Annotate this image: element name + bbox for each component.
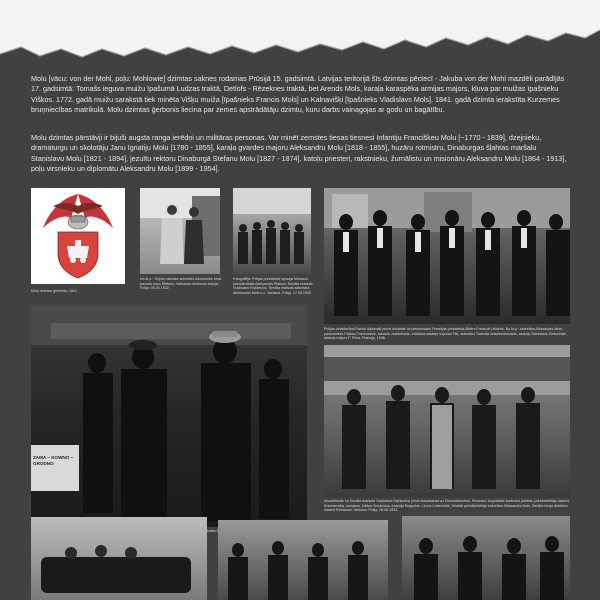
photo-president-1932-caption: Fotogrāfijā: Polijas prezidents sprauja Moscicki, prezidentālās Aleksandrs Piatovs, Senāta maršals Vladislavs Račkevičs, Senāta maršala sekretārs Aleksandrs Mols u.c. Varšava. Polija, 17.09.1932. — [233, 277, 313, 295]
photo-senate-farewell-1933 — [324, 345, 570, 497]
photo-station-1932 — [140, 188, 220, 274]
photo-station-platform-1936-caption: deputāta — [201, 529, 216, 533]
photo-station-platform-1936 — [31, 305, 307, 527]
intro-paragraph: Molu [vācu: von der Mohl, poļu: Mohlowie] dzimtas saknes rodamas Prūsijā 15. gadsimtā. Latvijas teritorijā šīs dzimtas pēctecī - Jakuba von der Mohl mazdēli parādījās 17. gadsimtā: Tomašs ieguva muižu īpašumā Ludzas traktā, Detlofs - Rēzeknes traktā, bet Arends Mols, karaļa karaspēka armijas majors, kļuva par muižas īpašnieku Višķos. 1772. gadā muižu sarakstā tiek minēta Višķu muiža [īpašnieks Francis Mols] un Kalnavišķi [īpašnieks Vladislavs Mols]. 1841. gadā dzimta ierakstīta Kurzemes bruņniecības matrikulā. Molu dzimtas ģerbonis liecina par zemes apstrādātāju dzimtu, kuru darbs vainagojas ar godu un bagātību. — [31, 74, 565, 115]
photo-paris-embassy-1936 — [324, 188, 570, 324]
coat-of-arms-image — [31, 188, 125, 284]
station-sign: ZAMA – KOWNO – GRODNO — [33, 455, 74, 466]
photo-station-1932-caption: No kr.p.: Sejma marsala sekretārs Aleksandrs Mols pavada Ivaru Štēbelu, Varšavas dzelzceļa stacija. Polija, 05.09.1932. — [140, 277, 222, 291]
coat-of-arms-caption: Molu dzimtas ģerbonis, 1841 — [31, 289, 77, 293]
photo-car-bottom — [31, 517, 207, 600]
photo-paris-embassy-1936-caption: Polijas vēstniecībai Parīzē diplomāti pirms došanās uz pieņemšanu Francijas prezidenta Albērs Fransuā Lebrēns. No kr.p.: sekretārs Aleksandrs Mols, padomnieks Felikss Frankovskis, konsuls Jastšebskis, militārais atašejs Vojceņs Fils, sekretārs Tadeušs Wisubienkovskis, atašejs Stanislavs Sierociński, atašejs majors F. Pitsa. Francija, 1936 — [324, 327, 567, 341]
photo-officials-bottom — [218, 520, 388, 600]
photo-president-1932 — [233, 188, 311, 274]
torn-paper-header — [0, 0, 600, 62]
family-members-paragraph: Molu dzimtas pārstāvji ir bijuši augsta ranga ierēdņi un militāras personas. Var minēt zemstes tiesas tiesnesi Infantiju Franciškeu Molu [~1770 - 1839], dzejnieku, dramaturgu un skolotāju Janu Ignatiju Molu [1780 - 1855], karaļa gvardes majoru Aleksandru Molu [1818 - 1855], huzāru rotmistru, Dinaburgas šļahtas maršalu Staņislavu Molu [1821 - 1894], jezuītu rektoru Dinaburgā Stefanu Molu [1827 - 1874], katoļu priesteri, rakstnieku, žurnālistu un misionāru Aleksandru Molu [1864 - 1913], poļu virsnieku un diplomātu Aleksandru Molu [1899 - 1954]. — [31, 133, 567, 174]
photo-ceremony-bottom — [402, 516, 570, 600]
photo-senate-farewell-1933-caption: Atvadīšanās no Senāta maršala Vladislava Račkeviča pirms braukšanas uz Dienvidamerikū. Redzami: Augstākās kontroles palātas priekšsēdētājs Jakubs Kidzerevskis, senators Juliāns Smulovics, Antonijs Boguckis, Leons Lubienskis, Senāta priekšsēdētāja sekretārs Aleksandrs Mols, Senāta biroja direktors Adams Rzewuski. Varšava. Polija, 08.06.1933. — [324, 499, 570, 513]
